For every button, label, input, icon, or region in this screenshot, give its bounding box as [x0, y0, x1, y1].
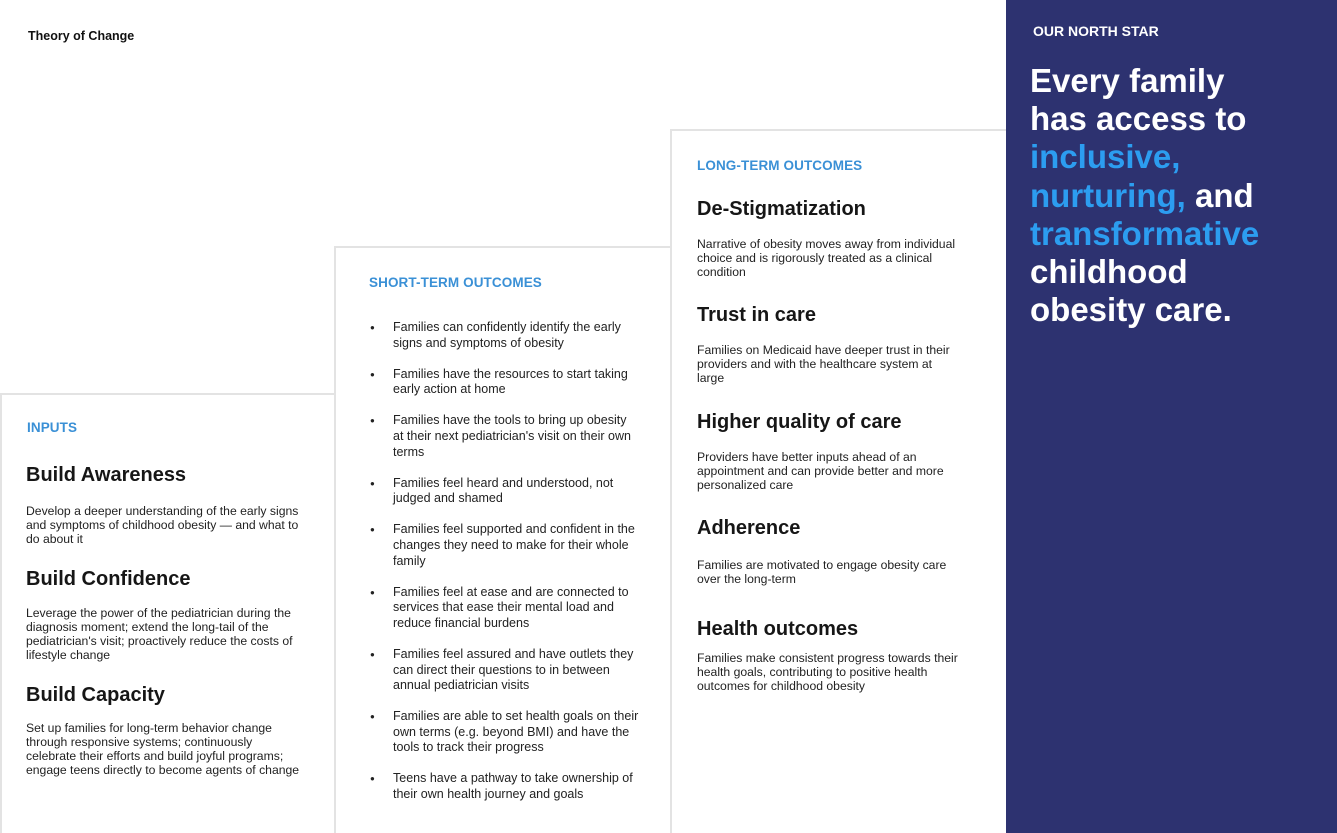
- north-star-line: obesity care.: [1030, 291, 1232, 329]
- short-term-outcomes-list: [370, 320, 640, 818]
- short-term-outcomes-panel: [334, 246, 673, 833]
- input-description-build-capacity: Set up families for long-term behavior change through responsive systems; continuously celebrate their efforts and build joyful programs; engage teens directly to become agents of change: [26, 721, 300, 777]
- outcome-heading-higher-quality-of-care: Higher quality of care: [697, 411, 902, 433]
- north-star-label: OUR NORTH STAR: [1033, 23, 1159, 39]
- input-description-build-awareness: Develop a deeper understanding of the early signs and symptoms of childhood obesity — and what to do about it: [26, 504, 299, 546]
- outcome-heading-trust-in-care: Trust in care: [697, 304, 816, 326]
- outcome-description-health-outcomes: Families make consistent progress towards their health goals, contributing to positive health outcomes for childhood obesity: [697, 651, 958, 693]
- north-star-highlight: transformative: [1030, 214, 1260, 252]
- input-heading-build-capacity: Build Capacity: [26, 684, 165, 706]
- outcome-description-de-stigmatization: Narrative of obesity moves away from individual choice and is rigorously treated as a clinical condition: [697, 237, 956, 279]
- list-item: ● Families feel heard and understood, not judged and shamed: [370, 476, 640, 507]
- long-term-section-label: LONG-TERM OUTCOMES: [697, 158, 863, 173]
- input-description-build-confidence: Leverage the power of the pediatrician during the diagnosis moment; extend the long-tail of the pediatrician's visit; proactively reduce the costs of lifestyle change: [26, 606, 293, 662]
- inputs-section-label: INPUTS: [27, 420, 78, 435]
- north-star-line: [1030, 177, 1330, 215]
- north-star-statement: [1030, 62, 1330, 329]
- list-item: ● Teens have a pathway to take ownership of their own health journey and goals: [370, 771, 640, 802]
- inputs-panel: [0, 393, 337, 833]
- north-star-text: and: [1185, 176, 1254, 214]
- input-heading-build-confidence: Build Confidence: [26, 568, 191, 590]
- north-star-line: Every family: [1030, 62, 1225, 99]
- short-term-section-label: SHORT-TERM OUTCOMES: [369, 275, 542, 290]
- list-item: ● Families feel assured and have outlets they can direct their questions to in between annual pediatrician visits: [370, 647, 640, 694]
- north-star-highlight: inclusive,: [1030, 138, 1181, 176]
- page-title: Theory of Change: [28, 29, 135, 43]
- north-star-line: has access to: [1030, 100, 1247, 138]
- outcome-heading-de-stigmatization: De-Stigmatization: [697, 198, 866, 220]
- list-item: ● Families have the tools to bring up obesity at their next pediatrician's visit on their own terms: [370, 413, 640, 460]
- north-star-highlight: nurturing,: [1030, 176, 1186, 214]
- outcome-description-higher-quality-of-care: Providers have better inputs ahead of an appointment and can provide better and more personalized care: [697, 450, 944, 492]
- outcome-description-trust-in-care: Families on Medicaid have deeper trust in their providers and with the healthcare system at large: [697, 343, 950, 385]
- outcome-heading-adherence: Adherence: [697, 517, 801, 539]
- outcome-heading-health-outcomes: Health outcomes: [697, 618, 859, 640]
- list-item: ● Families can confidently identify the early signs and symptoms of obesity: [370, 320, 640, 351]
- outcome-description-adherence: Families are motivated to engage obesity care over the long-term: [697, 558, 947, 586]
- input-heading-build-awareness: Build Awareness: [26, 464, 187, 486]
- north-star-line: childhood: [1030, 253, 1188, 291]
- list-item: ● Families are able to set health goals on their own terms (e.g. beyond BMI) and have the tools to track their progress: [370, 709, 640, 756]
- north-star-panel: [1006, 0, 1337, 833]
- list-item: ● Families feel at ease and are connected to services that ease their mental load and reduce financial burdens: [370, 585, 640, 632]
- long-term-outcomes-panel: [670, 129, 1006, 833]
- list-item: ● Families feel supported and confident in the changes they need to make for their whole family: [370, 522, 640, 569]
- list-item: ● Families have the resources to start taking early action at home: [370, 367, 640, 398]
